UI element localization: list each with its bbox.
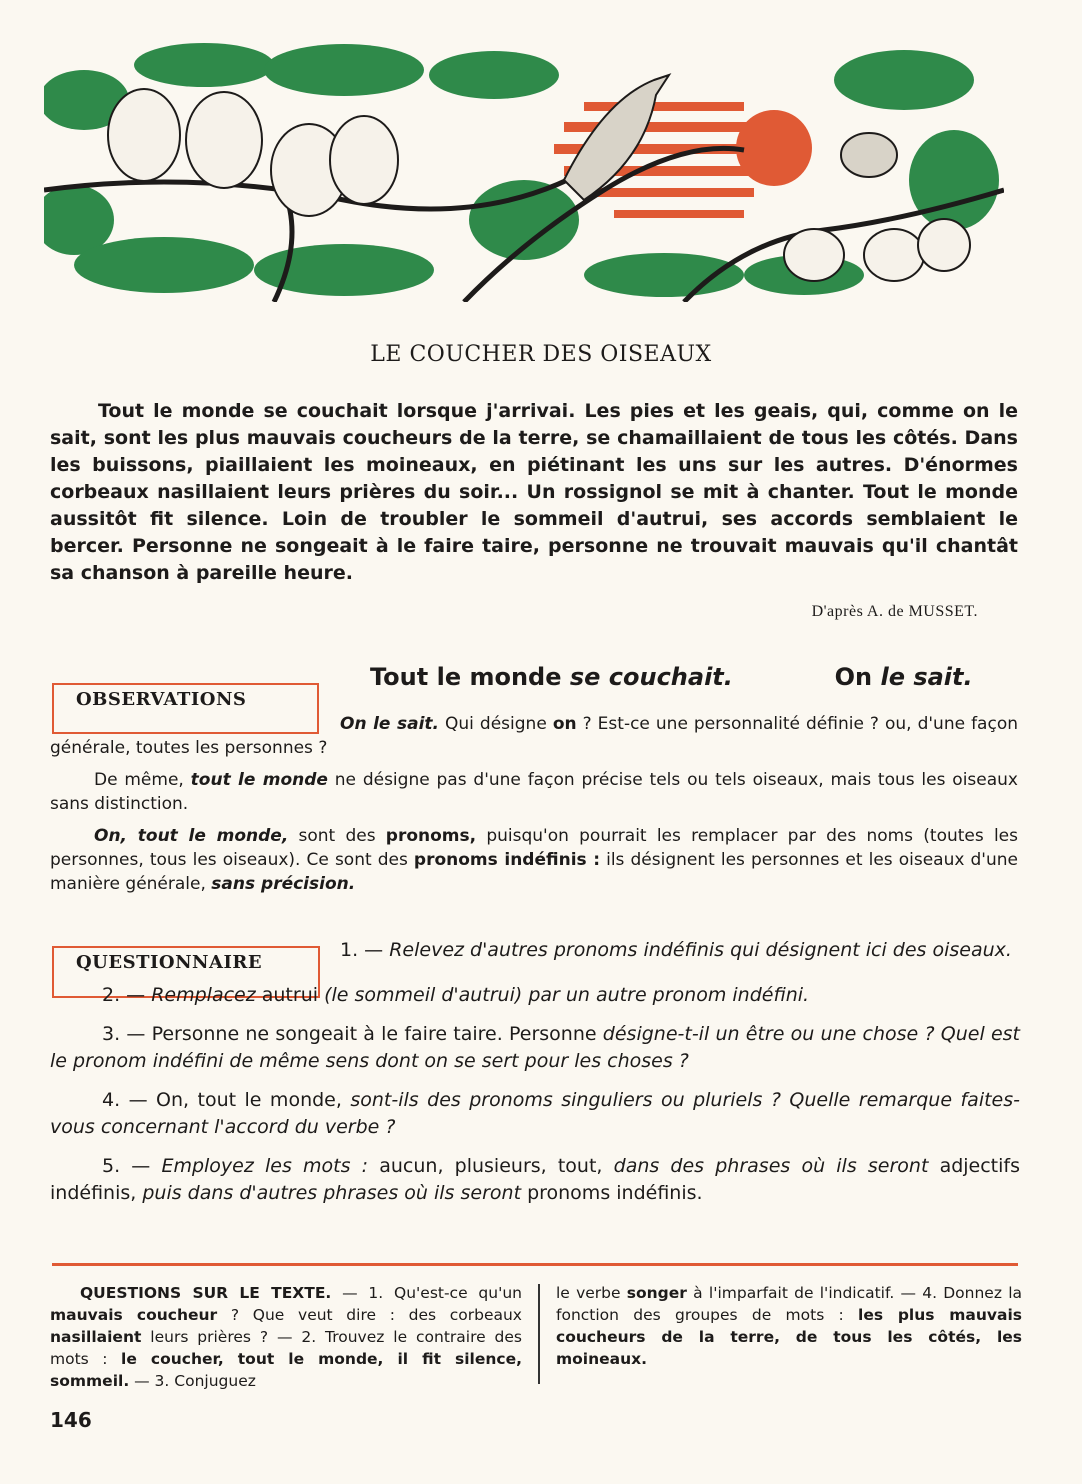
questionnaire-list xyxy=(50,937,1020,1219)
example-2: On xyxy=(834,663,873,691)
question-1: 1. — Relevez d'autres pronoms indéfinis qui désignent ici des oiseaux. xyxy=(340,939,1012,961)
page-title: LE COUCHER DES OISEAUX xyxy=(370,342,712,367)
footer-questions-right: le verbe songer à l'imparfait de l'indicatif. — 4. Donnez la fonction des groupes de mots : les plus mauvais coucheurs de la terre, de tous les côtés, les moineaux. xyxy=(556,1284,1023,1368)
observation-paragraph-3: On, tout le monde, sont des pronoms, puisqu'on pourrait les remplacer par des noms (toutes les personnes, tous les oiseaux). Ce sont des pronoms indéfinis : ils désignent les personnes et les oiseaux d'une manière générale, sans précision. xyxy=(50,826,1018,894)
page-number: 146 xyxy=(50,1408,92,1432)
question-5: 5. — Employez les mots : aucun, plusieurs, tout, dans des phrases où ils seront adjectifs indéfinis, puis dans d'autres phrases où ils seront pronoms indéfinis. xyxy=(50,1155,1020,1204)
questionnaire-label: QUESTIONNAIRE xyxy=(52,946,320,998)
observations-label: OBSERVATIONS xyxy=(52,683,319,734)
question-3: 3. — Personne ne songeait à le faire taire. Personne désigne-t-il un être ou une chose ? Quel est le pronom indéfini de même sens dont on se sert pour les choses ? xyxy=(50,1023,1020,1072)
author-attribution: D'après A. de MUSSET. xyxy=(811,603,978,620)
footer-questions-left: QUESTIONS SUR LE TEXTE. — 1. Qu'est-ce qu'un mauvais coucheur ? Que veut dire : des corbeaux nasillaient leurs prières ? — 2. Trouvez le contraire des mots : le coucher, tout le monde, il fit silence, sommeil. — 3. Conjuguez xyxy=(50,1284,522,1390)
question-2: 2. — Remplacez autrui (le sommeil d'autrui) par un autre pronom indéfini. xyxy=(102,984,810,1006)
section-divider xyxy=(52,1263,1018,1266)
example-1: Tout le monde xyxy=(370,663,562,691)
column-divider xyxy=(538,1284,540,1384)
question-4: 4. — On, tout le monde, sont-ils des pronoms singuliers ou pluriels ? Quelle remarque faites-vous concernant l'accord du verbe ? xyxy=(50,1089,1020,1138)
observation-paragraph-1: On le sait. Qui désigne on ? Est-ce une personnalité définie ? ou, d'une façon générale, toutes les personnes ? xyxy=(50,714,1019,758)
passage-text: Tout le monde se couchait lorsque j'arrivai. Les pies et les geais, qui, comme on le sait, sont les plus mauvais coucheurs de la terre, se chamaillaient de tous les côtés. Dans les buissons, piaillaient les moineaux, en piétinant les uns sur les autres. D'énormes corbeaux nasillaient leurs prières du soir... Un rossignol se mit à chanter. Tout le monde aussitôt fit silence. Loin de troubler le sommeil d'autrui, ses accords semblaient le bercer. Personne ne songeait à le faire taire, personne ne trouvait mauvais qu'il chantât sa chanson à pareille heure. xyxy=(50,400,1018,584)
birds-illustration xyxy=(44,40,1004,302)
observation-example xyxy=(370,663,973,691)
observations-text xyxy=(50,712,1018,904)
example-1-verb: se couchait. xyxy=(569,663,733,691)
observation-paragraph-2: De même, tout le monde ne désigne pas d'une façon précise tels ou tels oiseaux, mais tous les oiseaux sans distinction. xyxy=(50,770,1018,814)
example-2-verb: le sait. xyxy=(880,663,973,691)
reading-passage xyxy=(50,398,1018,587)
